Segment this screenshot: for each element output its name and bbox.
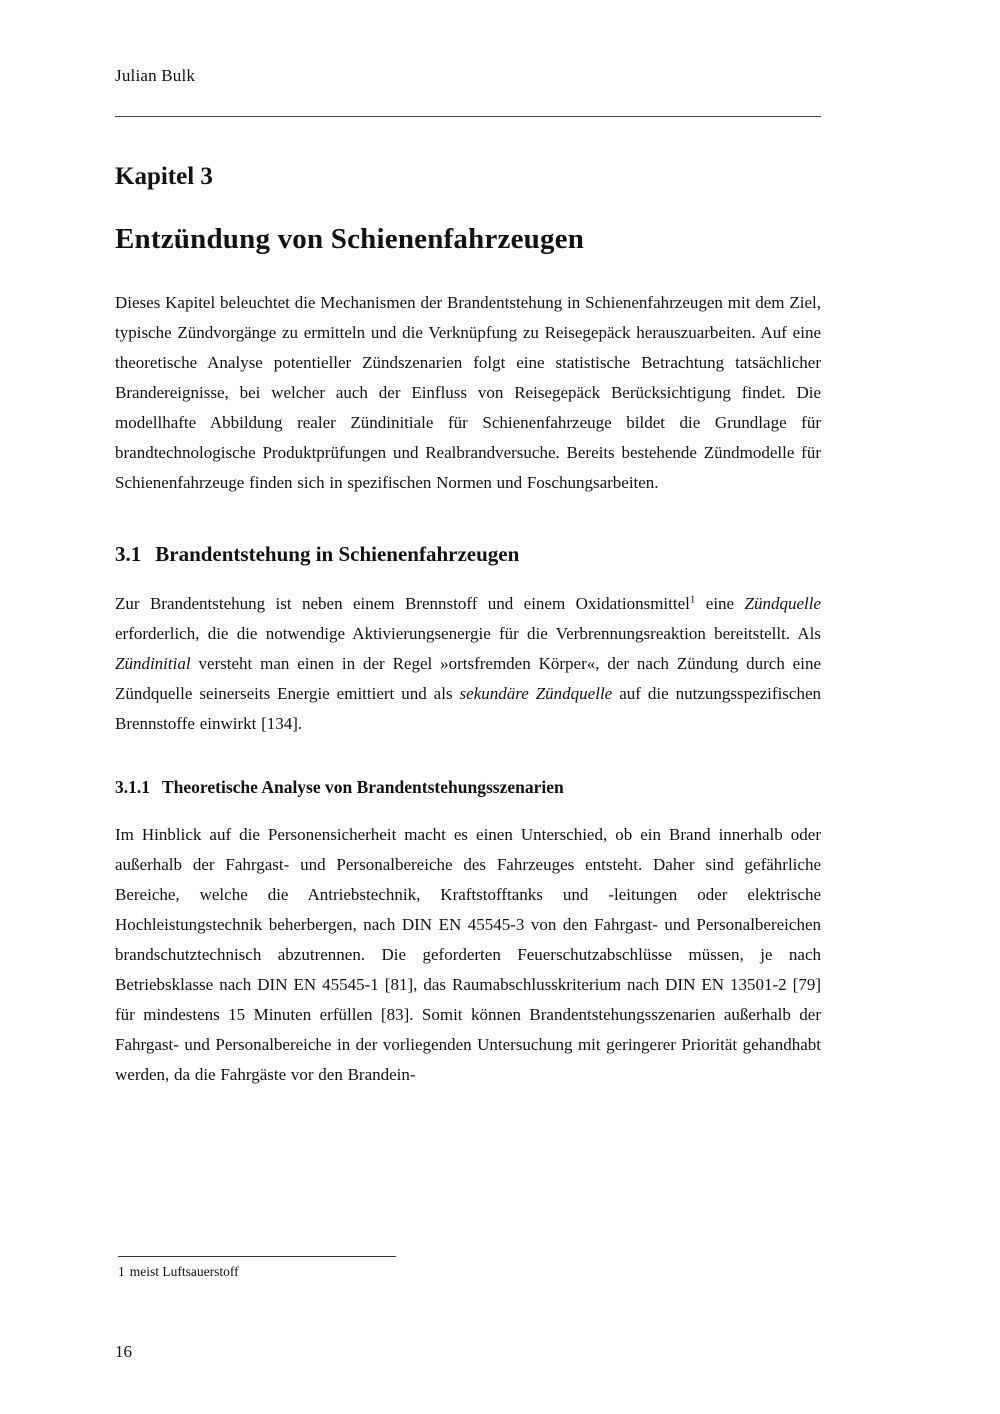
page-content — [115, 0, 821, 1090]
footnote-rule — [118, 1256, 396, 1257]
text-segment: eine — [695, 594, 745, 613]
subsection-title: Theoretische Analyse von Brandentstehungsszenarien — [162, 777, 564, 797]
footnote-reference-1: 1 — [689, 593, 696, 606]
section-title: Brandentstehung in Schienenfahrzeugen — [155, 542, 520, 566]
chapter-intro-paragraph: Dieses Kapitel beleuchtet die Mechanismen der Brandentstehung in Schienenfahrzeugen mit dem Ziel, typische Zündvorgänge zu ermitteln und die Verknüpfung zu Reisegepäck herauszuarbeiten. Auf eine theoretische Analyse potentieller Zündszenarien folgt eine statistische Betrachtung tatsächlicher Brandereignisse, bei welcher auch der Einfluss von Reisegepäck Berücksichtigung findet. Die modellhafte Abbildung realer Zündinitiale für Schienenfahrzeuge bildet die Grundlage für brandtechnologische Produktprüfungen und Realbrandversuche. Bereits bestehende Zündmodelle für Schienenfahrzeuge finden sich in spezifischen Normen und Foschungsarbeiten. — [115, 293, 821, 492]
text-segment: erforderlich, die die notwendige Aktivierungsenergie für die Verbrennungsreaktion bereitstellt. Als — [115, 624, 821, 643]
text-segment: Zur Brandentstehung ist neben einem Brennstoff und einem Oxidationsmittel — [115, 594, 690, 613]
page-number: 16 — [115, 1342, 132, 1361]
footnote-marker: 1 — [118, 1264, 125, 1279]
text-segment: versteht man einen in der Regel »ortsfremden Körper«, der nach Zündung durch eine Zündquelle seinerseits Energie emittiert und als — [115, 654, 821, 703]
section-3-1-paragraph — [115, 589, 821, 739]
text-segment-italic: Zündinitial — [115, 654, 191, 673]
footnote-text: meist Luftsauerstoff — [129, 1264, 239, 1279]
chapter-title: Entzündung von Schienenfahrzeugen — [115, 223, 585, 255]
footnote — [118, 1264, 824, 1280]
subsection-number: 3.1.1 — [115, 777, 150, 797]
text-segment: auf die nutzungsspezifischen Brennstoffe einwirkt [134]. — [115, 684, 821, 733]
section-heading-3-1 — [115, 542, 821, 567]
running-header-author: Julian Bulk — [115, 66, 196, 85]
text-segment-italic: sekundäre Zündquelle — [459, 684, 613, 703]
footnote-area — [118, 1256, 824, 1280]
subsection-heading-3-1-1 — [115, 777, 821, 798]
section-number: 3.1 — [115, 542, 142, 566]
subsection-paragraph: Im Hinblick auf die Personensicherheit macht es einen Unterschied, ob ein Brand innerhalb oder außerhalb der Fahrgast- und Personalbereiche des Fahrzeuges entsteht. Daher sind gefährliche Bereiche, welche die Antriebstechnik, Kraftstofftanks und -leitungen oder elektrische Hochleistungstechnik beherbergen, nach DIN EN 45545-3 von den Fahrgast- und Personalbereichen brandschutztechnisch abzutrennen. Die geforderten Feuerschutzabschlüsse müssen, je nach Betriebsklasse nach DIN EN 45545-1 [81], das Raumabschlusskriterium nach DIN EN 13501-2 [79] für mindestens 15 Minuten erfüllen [83]. Somit können Brandentstehungsszenarien außerhalb der Fahrgast- und Personalbereiche in der vorliegenden Untersuchung mit geringerer Priorität gehandhabt werden, da die Fahrgäste vor den Brandein- — [115, 825, 821, 1084]
text-segment-italic: Zündquelle — [744, 594, 821, 613]
chapter-number-heading: Kapitel 3 — [115, 163, 213, 190]
header-rule — [115, 116, 821, 117]
